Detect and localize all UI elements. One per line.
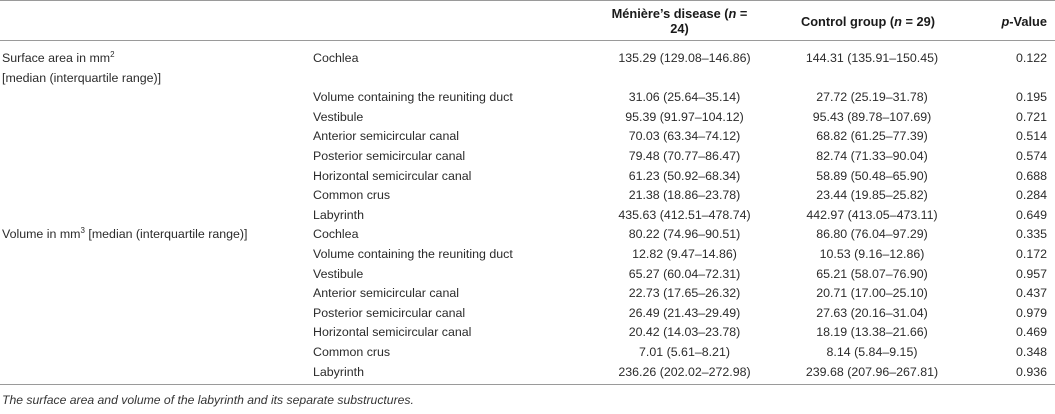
table-row [0,206,1055,226]
group-cell [0,363,311,385]
structure-cell: Labyrinth [313,364,364,379]
table-row [0,265,1055,285]
control-value-cell: 65.21 (58.07–76.90) [816,266,928,281]
menieres-value-cell: 70.03 (63.34–74.12) [628,129,741,144]
table-header [0,1,1055,41]
menieres-value-cell: 435.63 (412.51–478.74) [618,207,751,222]
header-control-count: = 29) [901,13,936,29]
p-value-cell: 0.195 [1015,90,1047,105]
control-value-cell: 239.68 (207.96–267.81) [805,364,939,379]
header-pvalue-p: p [1001,13,1010,29]
control-value-cell: 23.44 (19.85–25.82) [816,188,928,203]
header-control-n: n [894,13,902,29]
menieres-value-cell: 26.49 (21.43–29.49) [628,305,741,320]
header-menieres-n: n [728,6,737,21]
control-value-cell: 8.14 (5.84–9.15) [826,344,918,359]
structure-cell: Common crus [313,188,391,203]
structure-cell: Horizontal semicircular canal [313,168,472,183]
control-value-cell: 144.31 (135.91–150.45) [805,51,939,65]
group-cell [0,206,311,226]
structure-cell: Common crus [313,344,391,359]
volume-group-text: Volume in mm [2,227,81,242]
structure-cell: Posterior semicircular canal [313,305,466,320]
header-structure-cell [311,1,562,41]
table-footnote: The surface area and volume of the labyrinth and its separate substructures. [2,393,414,407]
table-row [0,88,1055,108]
menieres-value-cell: 135.29 (129.08–146.86) [618,51,751,65]
group-cell [0,323,311,343]
control-value-cell: 95.43 (89.78–107.69) [812,109,932,124]
control-value-cell: 10.53 (9.16–12.86) [819,246,925,261]
p-value-cell: 0.574 [1015,148,1047,163]
menieres-value-cell: 7.01 (5.61–8.21) [639,344,730,359]
structure-cell: Vestibule [313,266,364,281]
structure-cell: Labyrinth [313,207,364,222]
table-row [0,186,1055,206]
menieres-value-cell: 21.38 (18.86–23.78) [628,188,741,203]
table-row [0,284,1055,304]
p-value-cell: 0.284 [1015,188,1047,203]
table-row [0,127,1055,147]
menieres-value-cell: 12.82 (9.47–14.86) [632,246,737,261]
menieres-value-cell: 31.06 (25.64–35.14) [628,90,741,105]
menieres-value-cell: 61.23 (50.92–68.34) [628,168,741,183]
p-value-cell: 0.437 [1015,286,1047,301]
menieres-value-cell: 20.42 (14.03–23.78) [628,325,741,340]
p-value-cell: 0.348 [1015,344,1047,359]
structure-cell: Anterior semicircular canal [313,129,459,144]
structure-cell: Cochlea [313,227,359,242]
group-label-volume [0,225,311,245]
p-value-cell: 0.335 [1015,227,1047,242]
control-value-cell: 27.72 (25.19–31.78) [816,90,928,105]
p-value-cell: 0.122 [1015,51,1047,65]
group-cell [0,265,311,285]
structure-cell: Volume containing the reuniting duct [313,246,513,261]
structure-cell: Volume containing the reuniting duct [313,90,513,105]
header-control [757,1,959,41]
table-row [0,225,1055,245]
p-value-cell: 0.514 [1015,129,1047,144]
header-menieres-label: Ménière’s disease ( [611,6,729,21]
menieres-value-cell: 80.22 (74.96–90.51) [628,227,741,242]
table-row [0,343,1055,363]
control-value-cell: 82.74 (71.33–90.04) [816,148,928,163]
table-row [0,323,1055,343]
header-control-label: Control group ( [800,13,895,29]
table-row [0,41,1055,89]
menieres-value-cell: 236.26 (202.02–272.98) [618,364,751,379]
p-value-cell: 0.688 [1015,168,1047,183]
table-row [0,304,1055,324]
group-cell [0,186,311,206]
menieres-value-cell: 65.27 (60.04–72.31) [628,266,741,281]
header-group-cell [0,1,311,41]
control-value-cell: 68.82 (61.25–77.39) [816,129,928,144]
menieres-value-cell: 22.73 (17.65–26.32) [628,286,741,301]
control-value-cell: 442.97 (413.05–473.11) [806,207,938,222]
structure-cell: Cochlea [313,51,359,65]
p-value-cell: 0.957 [1015,266,1047,281]
p-value-cell: 0.172 [1015,246,1047,261]
group-cell [0,284,311,304]
p-value-cell: 0.936 [1015,364,1047,379]
control-value-cell: 86.80 (76.04–97.29) [816,227,928,242]
table-row [0,363,1055,385]
surface-group-subtext: [median (interquartile range)] [2,70,162,85]
surface-group-text: Surface area in mm [2,51,111,65]
control-value-cell: 18.19 (13.38–21.66) [816,325,928,340]
structure-cell: Anterior semicircular canal [313,286,459,301]
structure-cell: Vestibule [313,109,364,124]
control-value-cell: 58.89 (50.48–65.90) [816,168,928,183]
header-pvalue [959,1,1055,41]
menieres-value-cell: 79.48 (70.77–86.47) [628,148,741,163]
table-row [0,245,1055,265]
group-cell [0,127,311,147]
group-cell [0,304,311,324]
control-value-cell: 20.71 (17.00–25.10) [816,286,928,301]
p-value-cell: 0.721 [1015,109,1047,124]
surface-unit-exponent: 2 [110,50,115,59]
table-row [0,147,1055,167]
volume-unit-exponent: 3 [80,226,85,236]
table-body [0,41,1055,385]
control-value-cell: 27.63 (20.16–31.04) [816,305,928,320]
menieres-value-cell: 95.39 (91.97–104.12) [625,109,744,124]
header-row [0,1,1055,41]
table-row [0,167,1055,187]
group-cell [0,245,311,265]
structure-cell: Posterior semicircular canal [313,148,466,163]
header-menieres [562,1,757,41]
structure-cell: Horizontal semicircular canal [313,325,472,340]
group-label-surface [0,41,311,89]
group-cell [0,147,311,167]
header-menieres-count: = 24) [670,6,748,36]
group-cell [0,88,311,108]
p-value-cell: 0.649 [1015,207,1047,222]
p-value-cell: 0.979 [1015,305,1047,320]
group-cell [0,343,311,363]
group-cell [0,167,311,187]
volume-group-subtext: [median (interquartile range)] [84,227,248,242]
group-cell [0,108,311,128]
table-row [0,108,1055,128]
header-pvalue-label: -Value [1009,13,1047,29]
p-value-cell: 0.469 [1015,325,1047,340]
